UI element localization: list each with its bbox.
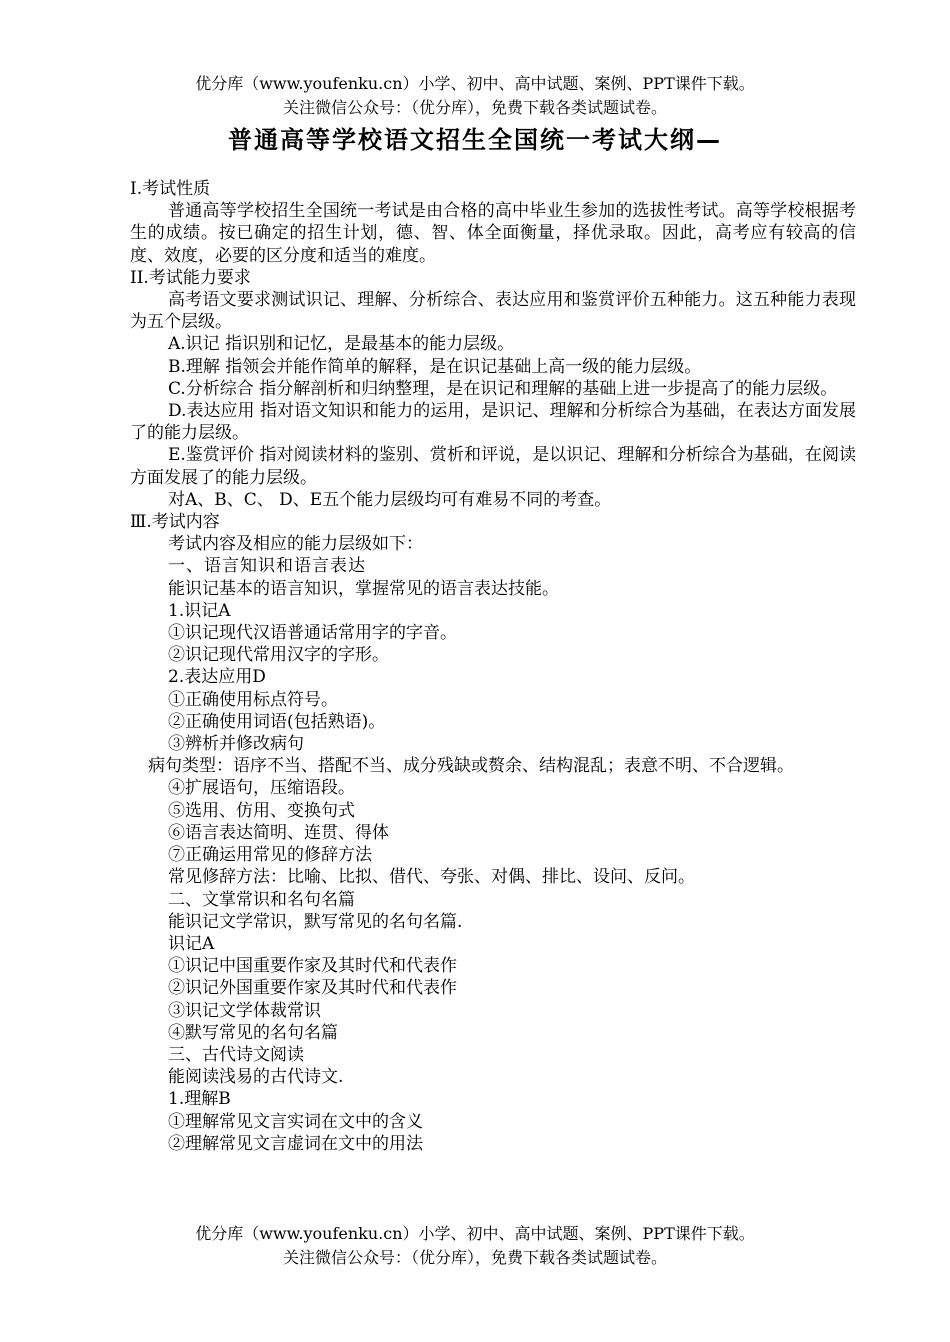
list-item: ⑥语言表达简明、连贯、得体 [168, 822, 389, 843]
section-heading-3: Ⅲ.考试内容 [130, 512, 220, 533]
document-title: 普通高等学校语文招生全国统一考试大纲— [228, 126, 722, 154]
list-item: 识记A [168, 933, 215, 954]
paragraph: 病句类型：语序不当、搭配不当、成分残缺或赘余、结构混乱；表意不明、不合逻辑。 [148, 756, 794, 777]
paragraph: 高考语文要求测试识记、理解、分析综合、表达应用和鉴赏评价五种能力。这五种能力表现为五个层级。 [130, 290, 856, 333]
list-item: ①识记中国重要作家及其时代和代表作 [168, 956, 457, 977]
paragraph: 能识记文学常识，默写常见的名句名篇. [168, 911, 463, 932]
list-item: 2.表达应用D [168, 667, 266, 688]
list-item: ④扩展语句，压缩语段。 [168, 778, 355, 799]
list-item: ⑤选用、仿用、变换句式 [168, 800, 355, 821]
page-header [0, 72, 950, 120]
ability-level-d: D.表达应用 指对语文知识和能力的运用，是识记、理解和分析综合为基础，在表达方面发展了的能力层级。 [130, 401, 856, 444]
section-heading-1: I.考试性质 [130, 179, 211, 199]
footer-line-2: 关注微信公众号：（优分库），免费下载各类试题试卷。 [282, 1248, 667, 1267]
page-footer [0, 1222, 950, 1270]
subsection-heading: 三、古代诗文阅读 [168, 1044, 304, 1065]
paragraph: 普通高等学校招生全国统一考试是由合格的高中毕业生参加的选拔性考试。高等学校根据考生的成绩。按已确定的招生计划，德、智、体全面衡量，择优录取。因此，高考应有较高的信度、效度，必要的区分度和适当的难度。 [130, 201, 856, 266]
footer-line-1: 优分库（www.youfenku.cn）小学、初中、高中试题、案例、PPT课件下载。 [195, 1224, 755, 1243]
list-item: ③识记文学体裁常识 [168, 1000, 321, 1021]
list-item: ①识记现代汉语普通话常用字的字音。 [168, 623, 457, 644]
paragraph: 能阅读浅易的古代诗文. [168, 1067, 344, 1088]
subsection-heading: 一、语言知识和语言表达 [168, 556, 366, 577]
section-heading-2: II.考试能力要求 [130, 267, 251, 288]
list-item: 1.识记A [168, 600, 231, 621]
list-item: 1.理解B [168, 1089, 231, 1110]
list-item: ④默写常见的名句名篇 [168, 1022, 338, 1043]
ability-level-c: C.分析综合 指分解剖析和归纳整理，是在识记和理解的基础上进一步提高了的能力层级。 [168, 378, 838, 399]
ability-level-a: A.识记 指识别和记忆，是最基本的能力层级。 [168, 334, 515, 355]
paragraph: 对A、B、C、 D、E五个能力层级均可有难易不同的考查。 [168, 489, 612, 510]
list-item: ①理解常见文言实词在文中的含义 [168, 1111, 423, 1132]
ability-level-b: B.理解 指领会并能作简单的解释，是在识记基础上高一级的能力层级。 [168, 356, 702, 377]
document-body [130, 178, 856, 1155]
header-line-2: 关注微信公众号：（优分库），免费下载各类试题试卷。 [282, 98, 667, 117]
header-line-1: 优分库（www.youfenku.cn）小学、初中、高中试题、案例、PPT课件下载。 [195, 74, 755, 93]
list-item: ②正确使用词语(包括熟语)。 [168, 711, 386, 732]
list-item: ③辨析并修改病句 [168, 734, 304, 755]
list-item: ②识记外国重要作家及其时代和代表作 [168, 978, 457, 999]
list-item: ①正确使用标点符号。 [168, 689, 338, 710]
list-item: ②识记现代常用汉字的字形。 [168, 645, 389, 666]
list-item: ②理解常见文言虚词在文中的用法 [168, 1133, 423, 1154]
paragraph: 考试内容及相应的能力层级如下： [168, 534, 423, 555]
ability-level-e: E.鉴赏评价 指对阅读材料的鉴别、赏析和评说，是以识记、理解和分析综合为基础，在阅读方面发展了的能力层级。 [130, 445, 856, 488]
paragraph: 能识记基本的语言知识，掌握常见的语言表达技能。 [168, 578, 559, 599]
paragraph: 常见修辞方法：比喻、比拟、借代、夸张、对偶、排比、设问、反问。 [168, 867, 695, 888]
list-item: ⑦正确运用常见的修辞方法 [168, 845, 372, 866]
subsection-heading: 二、文掌常识和名句名篇 [168, 889, 355, 910]
